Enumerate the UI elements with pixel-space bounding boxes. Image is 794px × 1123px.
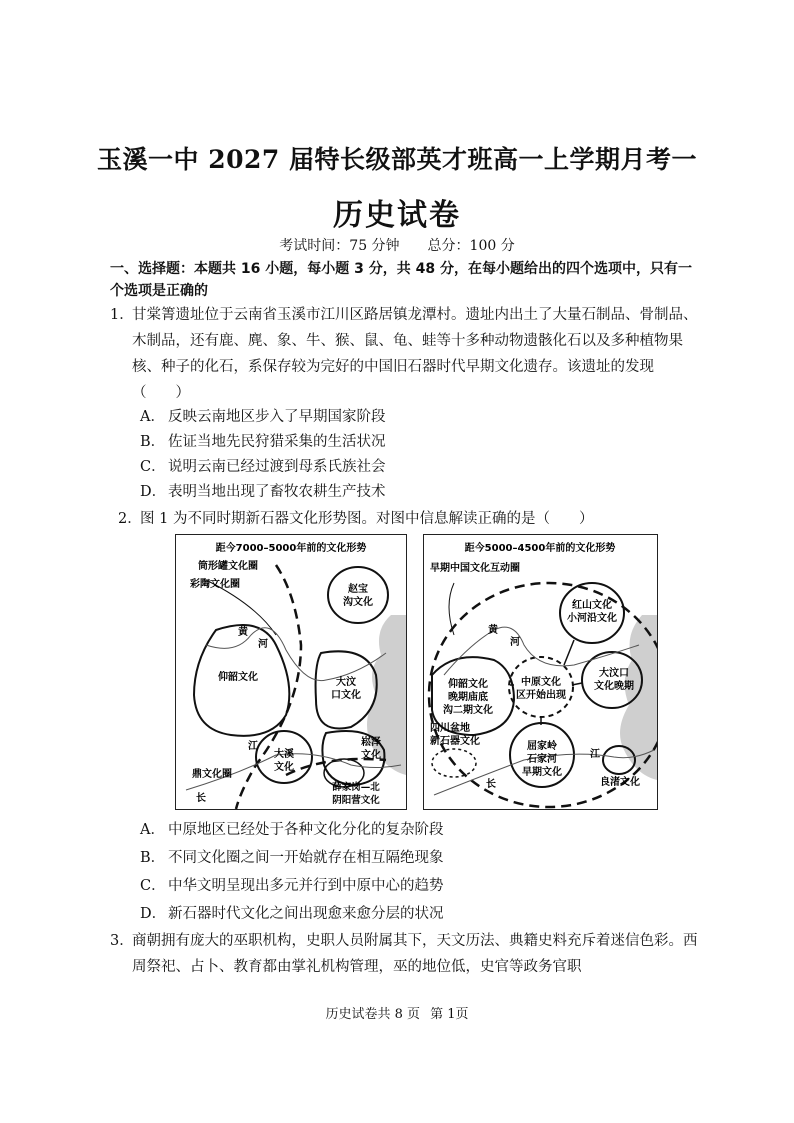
- label-jiang: 江: [248, 741, 258, 752]
- label-xuejiagang-1: 薛家岗—北: [332, 782, 380, 793]
- label-yangshao-late-3: 沟二期文化: [443, 705, 493, 716]
- map-left: [175, 534, 407, 810]
- question-number: 2．: [118, 511, 142, 527]
- label-tongxingguan: 筒形罐文化圈: [198, 561, 258, 572]
- page-footer: [0, 1003, 794, 1022]
- map-left-title: 距今7000–5000年前的文化形势: [215, 543, 367, 554]
- label-zhongyuan-2: 区开始出现: [516, 690, 566, 701]
- label-sichuan-2: 新石器文化: [430, 736, 480, 747]
- label-songze-2: 文化: [361, 750, 381, 761]
- option-c: [140, 454, 386, 480]
- label-yangshao: 仰韶文化: [218, 672, 258, 683]
- section-heading: 一、选择题：本题共 16 小题，每小题 3 分，共 48 分，在每小题给出的四个选项中，只有一个选项是正确的: [110, 261, 692, 299]
- exam-meta: [0, 235, 794, 255]
- exam-subject: 历史试卷: [333, 198, 461, 233]
- label-yangshao-late-2: 晚期庙底: [448, 692, 488, 703]
- label-dawenkou-late-1: 大汶口: [599, 668, 629, 679]
- option-text: 中原地区已经处于各种文化分化的复杂阶段: [168, 822, 444, 838]
- question-1: [110, 302, 700, 406]
- option-a: [140, 817, 444, 843]
- label-zhaobaogou-1: 赵宝: [348, 584, 368, 595]
- label-daxi-2: 文化: [274, 762, 294, 773]
- label-yangshao-late-1: 仰韶文化: [448, 679, 488, 690]
- label-chang: 长: [196, 793, 206, 804]
- option-label: C．: [140, 878, 166, 894]
- option-label: C．: [140, 459, 166, 475]
- option-a: [140, 404, 386, 430]
- label-zhaobaogou-2: 沟文化: [343, 597, 373, 608]
- option-text: 反映云南地区步入了早期国家阶段: [168, 409, 386, 425]
- option-label: B．: [140, 434, 166, 450]
- label-dawenkou-1: 大汶: [336, 677, 356, 688]
- label-hongshan-2: 小河沿文化: [567, 613, 617, 624]
- exam-score: 总分：100 分: [427, 238, 515, 254]
- option-label: D．: [140, 906, 167, 922]
- question-number: 1．: [110, 307, 134, 323]
- option-text: 中华文明呈现出多元并行到中原中心的趋势: [168, 878, 444, 894]
- label-qujialing-2: 石家河: [527, 754, 557, 765]
- label-caitao: 彩陶文化圈: [190, 579, 240, 590]
- label-songze-1: 崧泽: [361, 737, 381, 748]
- footer-total-pages: 历史试卷共 8 页: [325, 1007, 421, 1022]
- map-right: [423, 534, 658, 810]
- option-label: D．: [140, 484, 167, 500]
- label-he: 河: [510, 637, 520, 648]
- option-d: [140, 901, 444, 927]
- map-right-title: 距今5000–4500年前的文化形势: [464, 543, 616, 554]
- label-chang: 长: [486, 779, 496, 790]
- option-text: 不同文化圈之间一开始就存在相互隔绝现象: [168, 850, 444, 866]
- label-zhongyuan-1: 中原文化: [521, 677, 561, 688]
- option-label: B．: [140, 850, 166, 866]
- option-label: A．: [140, 409, 165, 425]
- question-stem: 甘棠箐遗址位于云南省玉溪市江川区路居镇龙潭村。遗址内出土了大量石制品、骨制品、木制品，还有鹿、麂、象、牛、猴、鼠、龟、蛙等十多种动物遗骸化石以及多种植物果核、种子的化石，系保存较为完好的中国旧石器时代早期文化遗存。该遗址的发现（ ）: [132, 307, 698, 401]
- label-liangzhu: 良渚文化: [600, 777, 640, 788]
- question-stem: 图 1 为不同时期新石器文化形势图。对图中信息解读正确的是（ ）: [140, 511, 594, 527]
- label-dawenkou-2: 口文化: [331, 690, 361, 701]
- option-text: 表明当地出现了畜牧农耕生产技术: [168, 484, 386, 500]
- label-dawenkou-late-2: 文化晚期: [594, 681, 634, 692]
- footer-page-number: 第 1页: [430, 1007, 469, 1022]
- question-number: 3．: [110, 933, 134, 949]
- label-ding: 鼎文化圈: [192, 769, 232, 780]
- label-sichuan-1: 四川盆地: [430, 723, 470, 734]
- sea-area: [620, 615, 657, 780]
- label-he: 河: [258, 639, 268, 650]
- option-b: [140, 429, 386, 455]
- option-text: 新石器时代文化之间出现愈来愈分层的状况: [168, 906, 444, 922]
- exam-time: 考试时间：75 分钟: [279, 238, 400, 254]
- question-stem: 商朝拥有庞大的巫职机构，史职人员附属其下，天文历法、典籍史料充斥着迷信色彩。西周祭祀、占卜、教育都由掌礼机构管理，巫的地位低，史官等政务官职: [132, 933, 698, 975]
- label-hudong: 早期中国文化互动圈: [430, 563, 520, 574]
- exam-title: 玉溪一中 2027 届特长级部英才班高一上学期月考一: [97, 145, 697, 174]
- label-huang: 黄: [488, 625, 498, 636]
- option-c: [140, 873, 444, 899]
- option-d: [140, 479, 386, 505]
- question-2: [118, 506, 708, 532]
- label-huang: 黄: [238, 627, 248, 638]
- region-zhaobaogou: [328, 567, 388, 623]
- label-xuejiagang-2: 阴阳营文化: [332, 795, 380, 806]
- question-3: [110, 928, 700, 980]
- option-text: 佐证当地先民狩猎采集的生活状况: [168, 434, 386, 450]
- option-label: A．: [140, 822, 165, 838]
- label-qujialing-1: 屈家岭: [527, 741, 557, 752]
- option-b: [140, 845, 444, 871]
- label-daxi-1: 大溪: [274, 749, 294, 760]
- label-jiang: 江: [590, 749, 600, 760]
- label-qujialing-3: 早期文化: [522, 767, 562, 778]
- option-text: 说明云南已经过渡到母系氏族社会: [168, 459, 386, 475]
- label-hongshan-1: 红山文化: [572, 600, 612, 611]
